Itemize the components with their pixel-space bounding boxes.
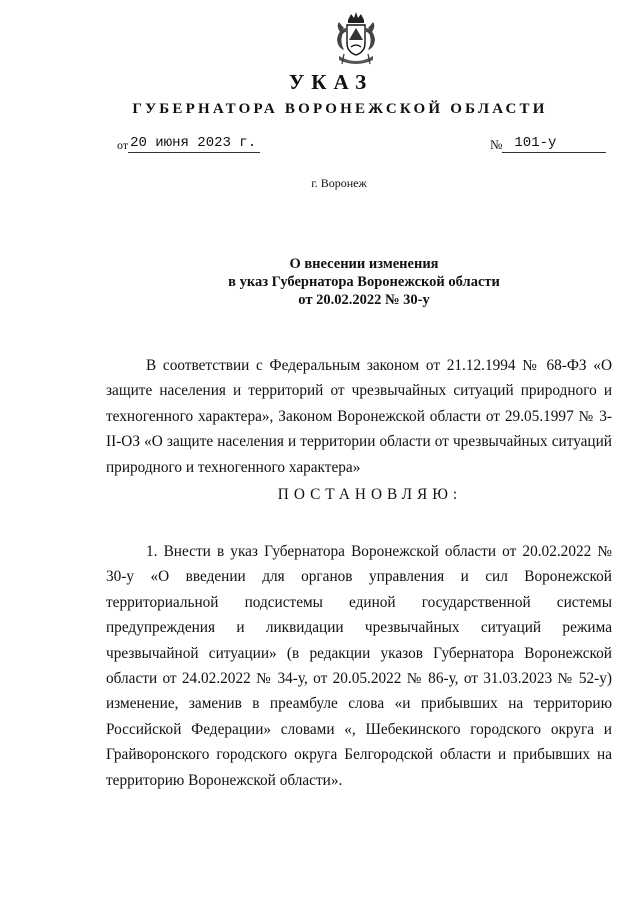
- number-prefix: №: [490, 137, 503, 152]
- heading-line: в указ Губернатора Воронежской области: [228, 274, 500, 290]
- document-heading: [0, 255, 640, 309]
- heading-line: от 20.02.2022 № 30-у: [298, 292, 430, 308]
- decree-word: ПОСТАНОВЛЯЮ:: [277, 486, 463, 503]
- heading-line: О внесении изменения: [289, 256, 439, 272]
- item-1-paragraph: 1. Внести в указ Губернатора Воронежской области от 20.02.2022 № 30-у «О введении для органов управления и сил Воронежской территориальной подсистемы единой государственной системы предупреждения и ликвидации чрезвычайных ситуаций режима чрезвычайной ситуации» (в редакции указов Губернатора Воронежской области от 24.02.2022 № 34-у, от 20.05.2022 № 86-у, от 31.03.2023 № 52-у) изменение, заменив в преамбуле слова «и прибывших на территорию Российской Федерации» словами «, Шебекинского городского округа и Грайворонского городского округа Белгородской области и прибывших на территорию Воронежской области».: [106, 543, 612, 789]
- city: г. Воронеж: [311, 176, 367, 190]
- document-title: УКАЗ: [288, 70, 374, 94]
- preamble-paragraph: В соответствии с Федеральным законом от 21.12.1994 № 68-ФЗ «О защите населения и территорий от чрезвычайных ситуаций природного и техногенного характера», Законом Воронежской области от 29.05.1997 № 3-II-ОЗ «О защите населения и территории области от чрезвычайных ситуаций природного и техногенного характера»: [106, 357, 612, 476]
- document-subtitle: ГУБЕРНАТОРА ВОРОНЕЖСКОЙ ОБЛАСТИ: [132, 101, 548, 117]
- number-field: [490, 134, 606, 153]
- date-prefix: от: [117, 138, 129, 152]
- number-value: 101-у: [502, 135, 606, 153]
- date-value: 20 июня 2023 г.: [128, 135, 260, 153]
- date-field: [117, 134, 260, 153]
- coat-of-arms-icon: [330, 10, 382, 68]
